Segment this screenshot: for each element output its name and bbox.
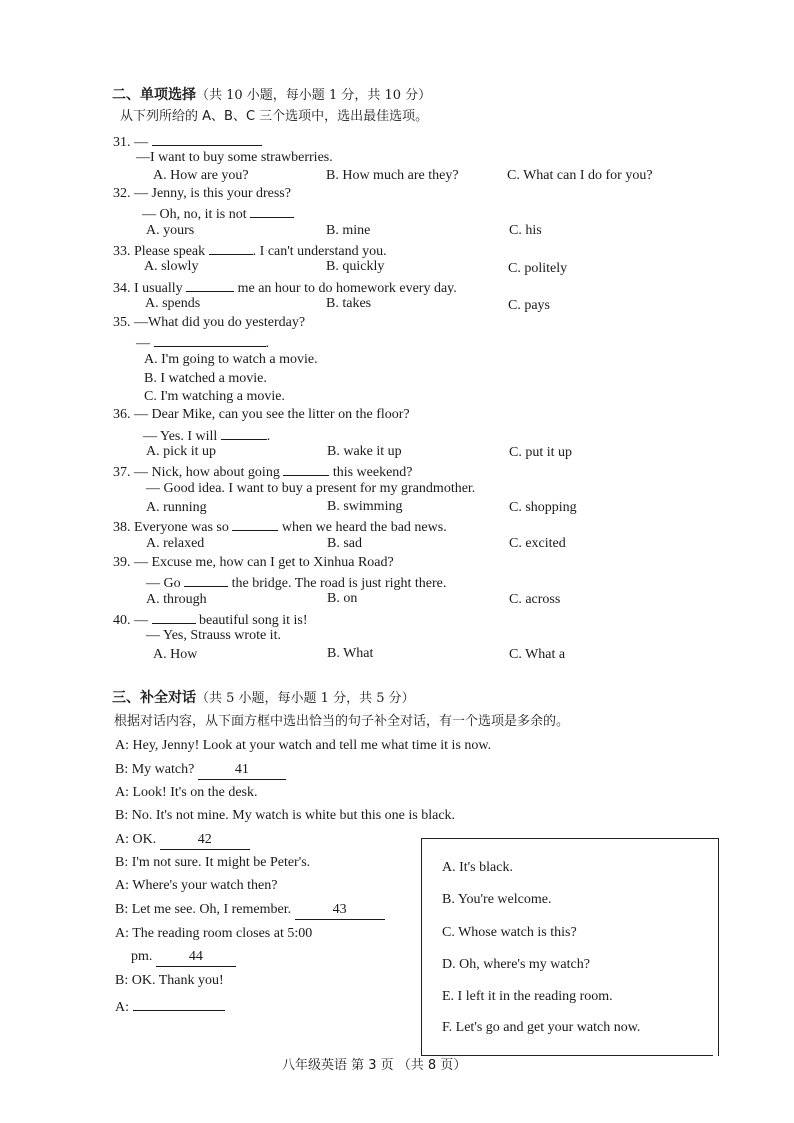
- question-38-option-b: B. sad: [327, 536, 362, 551]
- question-31-stem: 31. —: [113, 131, 262, 152]
- section2-instruction: 从下列所给的 A、B、C 三个选项中，选出最佳选项。: [120, 109, 429, 124]
- answer-blank-44[interactable]: 44: [156, 948, 236, 967]
- question-36-line2: — Yes. I will .: [143, 425, 270, 446]
- answer-blank[interactable]: [232, 516, 278, 531]
- question-37-line2: — Good idea. I want to buy a present for my grandmother.: [146, 481, 476, 496]
- question-31-option-a: A. How are you?: [153, 168, 249, 183]
- question-40-option-b: B. What: [327, 646, 374, 661]
- question-37-stem: 37. — Nick, how about going this weekend?: [113, 461, 413, 482]
- dialog-line: B: OK. Thank you!: [115, 973, 224, 988]
- question-32-stem: 32. — Jenny, is this your dress?: [113, 186, 291, 201]
- question-31-line2: —I want to buy some strawberries.: [136, 150, 333, 165]
- section3-instruction: 根据对话内容，从下面方框中选出恰当的句子补全对话，有一个选项是多余的。: [114, 714, 570, 729]
- answer-blank[interactable]: [283, 461, 329, 476]
- option-a: A. It's black.: [442, 860, 513, 875]
- section3-heading: [112, 689, 415, 708]
- section3-title: 三、补全对话: [112, 690, 196, 706]
- answer-blank-43[interactable]: 43: [295, 901, 385, 920]
- question-33-option-a: A. slowly: [144, 259, 199, 274]
- question-36-option-c: C. put it up: [509, 445, 573, 460]
- question-33-option-c: C. politely: [508, 261, 568, 276]
- dialog-line: A:: [115, 996, 225, 1017]
- answer-blank[interactable]: [152, 609, 196, 624]
- question-31-option-b: B. How much are they?: [326, 168, 459, 183]
- page-footer: 八年级英语 第 3 页 （共 8 页）: [282, 1058, 467, 1073]
- answer-blank[interactable]: [152, 131, 262, 146]
- answer-blank[interactable]: [221, 425, 267, 440]
- dialog-line: B: My watch? 41: [115, 761, 286, 780]
- question-32-line2: — Oh, no, it is not: [142, 203, 294, 224]
- question-39-option-b: B. on: [327, 591, 358, 606]
- question-32-option-c: C. his: [509, 223, 542, 238]
- question-36-option-a: A. pick it up: [146, 444, 216, 459]
- option-d: D. Oh, where's my watch?: [442, 957, 590, 972]
- dialog-line: B: Let me see. Oh, I remember. 43: [115, 901, 385, 920]
- question-33-option-b: B. quickly: [326, 259, 385, 274]
- answer-blank[interactable]: [154, 332, 266, 347]
- question-40-option-a: A. How: [153, 647, 198, 662]
- answer-blank[interactable]: [184, 572, 228, 587]
- question-35-option-a: A. I'm going to watch a movie.: [144, 352, 318, 367]
- question-38-option-c: C. excited: [509, 536, 566, 551]
- question-32-option-b: B. mine: [326, 223, 371, 238]
- answer-blank-41[interactable]: 41: [198, 761, 286, 780]
- question-34-option-c: C. pays: [508, 298, 550, 313]
- section2-note: （共 10 小题，每小题 1 分，共 10 分）: [196, 88, 432, 103]
- option-f: F. Let's go and get your watch now.: [442, 1020, 641, 1035]
- section3-note: （共 5 小题，每小题 1 分，共 5 分）: [196, 691, 415, 706]
- dialog-line: A: OK. 42: [115, 831, 250, 850]
- question-39-option-a: A. through: [146, 592, 207, 607]
- question-38-stem: 38. Everyone was so when we heard the bad news.: [113, 516, 447, 537]
- question-33-stem: 33. Please speak . I can't understand you.: [113, 240, 387, 261]
- question-31-option-c: C. What can I do for you?: [507, 168, 653, 183]
- dialog-line: pm. 44: [131, 948, 236, 967]
- answer-blank[interactable]: [186, 277, 234, 292]
- question-40-line2: — Yes, Strauss wrote it.: [146, 628, 281, 643]
- question-34-option-b: B. takes: [326, 296, 372, 311]
- question-38-option-a: A. relaxed: [146, 536, 205, 551]
- options-box-border: [421, 1055, 713, 1056]
- question-34-stem: 34. I usually me an hour to do homework every day.: [113, 277, 457, 298]
- option-b: B. You're welcome.: [442, 892, 552, 907]
- question-34-option-a: A. spends: [145, 296, 201, 311]
- dialog-line: B: No. It's not mine. My watch is white but this one is black.: [115, 808, 456, 823]
- answer-blank-45[interactable]: [133, 996, 225, 1011]
- answer-blank[interactable]: [250, 203, 294, 218]
- question-39-stem: 39. — Excuse me, how can I get to Xinhua Road?: [113, 555, 394, 570]
- section2-heading: [112, 86, 431, 105]
- dialog-line: A: Look! It's on the desk.: [115, 785, 258, 800]
- dialog-line: B: I'm not sure. It might be Peter's.: [115, 855, 311, 870]
- question-36-stem: 36. — Dear Mike, can you see the litter on the floor?: [113, 407, 410, 422]
- dialog-line: A: Hey, Jenny! Look at your watch and tell me what time it is now.: [115, 738, 492, 753]
- question-40-option-c: C. What a: [509, 647, 566, 662]
- question-37-option-a: A. running: [146, 500, 207, 515]
- question-35-option-c: C. I'm watching a movie.: [144, 389, 285, 404]
- answer-blank-42[interactable]: 42: [160, 831, 250, 850]
- question-39-option-c: C. across: [509, 592, 561, 607]
- dialog-line: A: Where's your watch then?: [115, 878, 278, 893]
- question-40-stem: 40. — beautiful song it is!: [113, 609, 308, 630]
- question-35-option-b: B. I watched a movie.: [144, 371, 267, 386]
- question-36-option-b: B. wake it up: [327, 444, 402, 459]
- question-37-option-b: B. swimming: [327, 499, 403, 514]
- option-c: C. Whose watch is this?: [442, 925, 577, 940]
- question-35-line2: — .: [136, 332, 269, 353]
- question-35-stem: 35. —What did you do yesterday?: [113, 315, 306, 330]
- question-39-line2: — Go the bridge. The road is just right there.: [146, 572, 446, 593]
- question-37-option-c: C. shopping: [509, 500, 577, 515]
- question-32-option-a: A. yours: [146, 223, 195, 238]
- option-e: E. I left it in the reading room.: [442, 989, 613, 1004]
- dialog-line: A: The reading room closes at 5:00: [115, 926, 313, 941]
- section2-title: 二、单项选择: [112, 87, 196, 103]
- answer-blank[interactable]: [209, 240, 253, 255]
